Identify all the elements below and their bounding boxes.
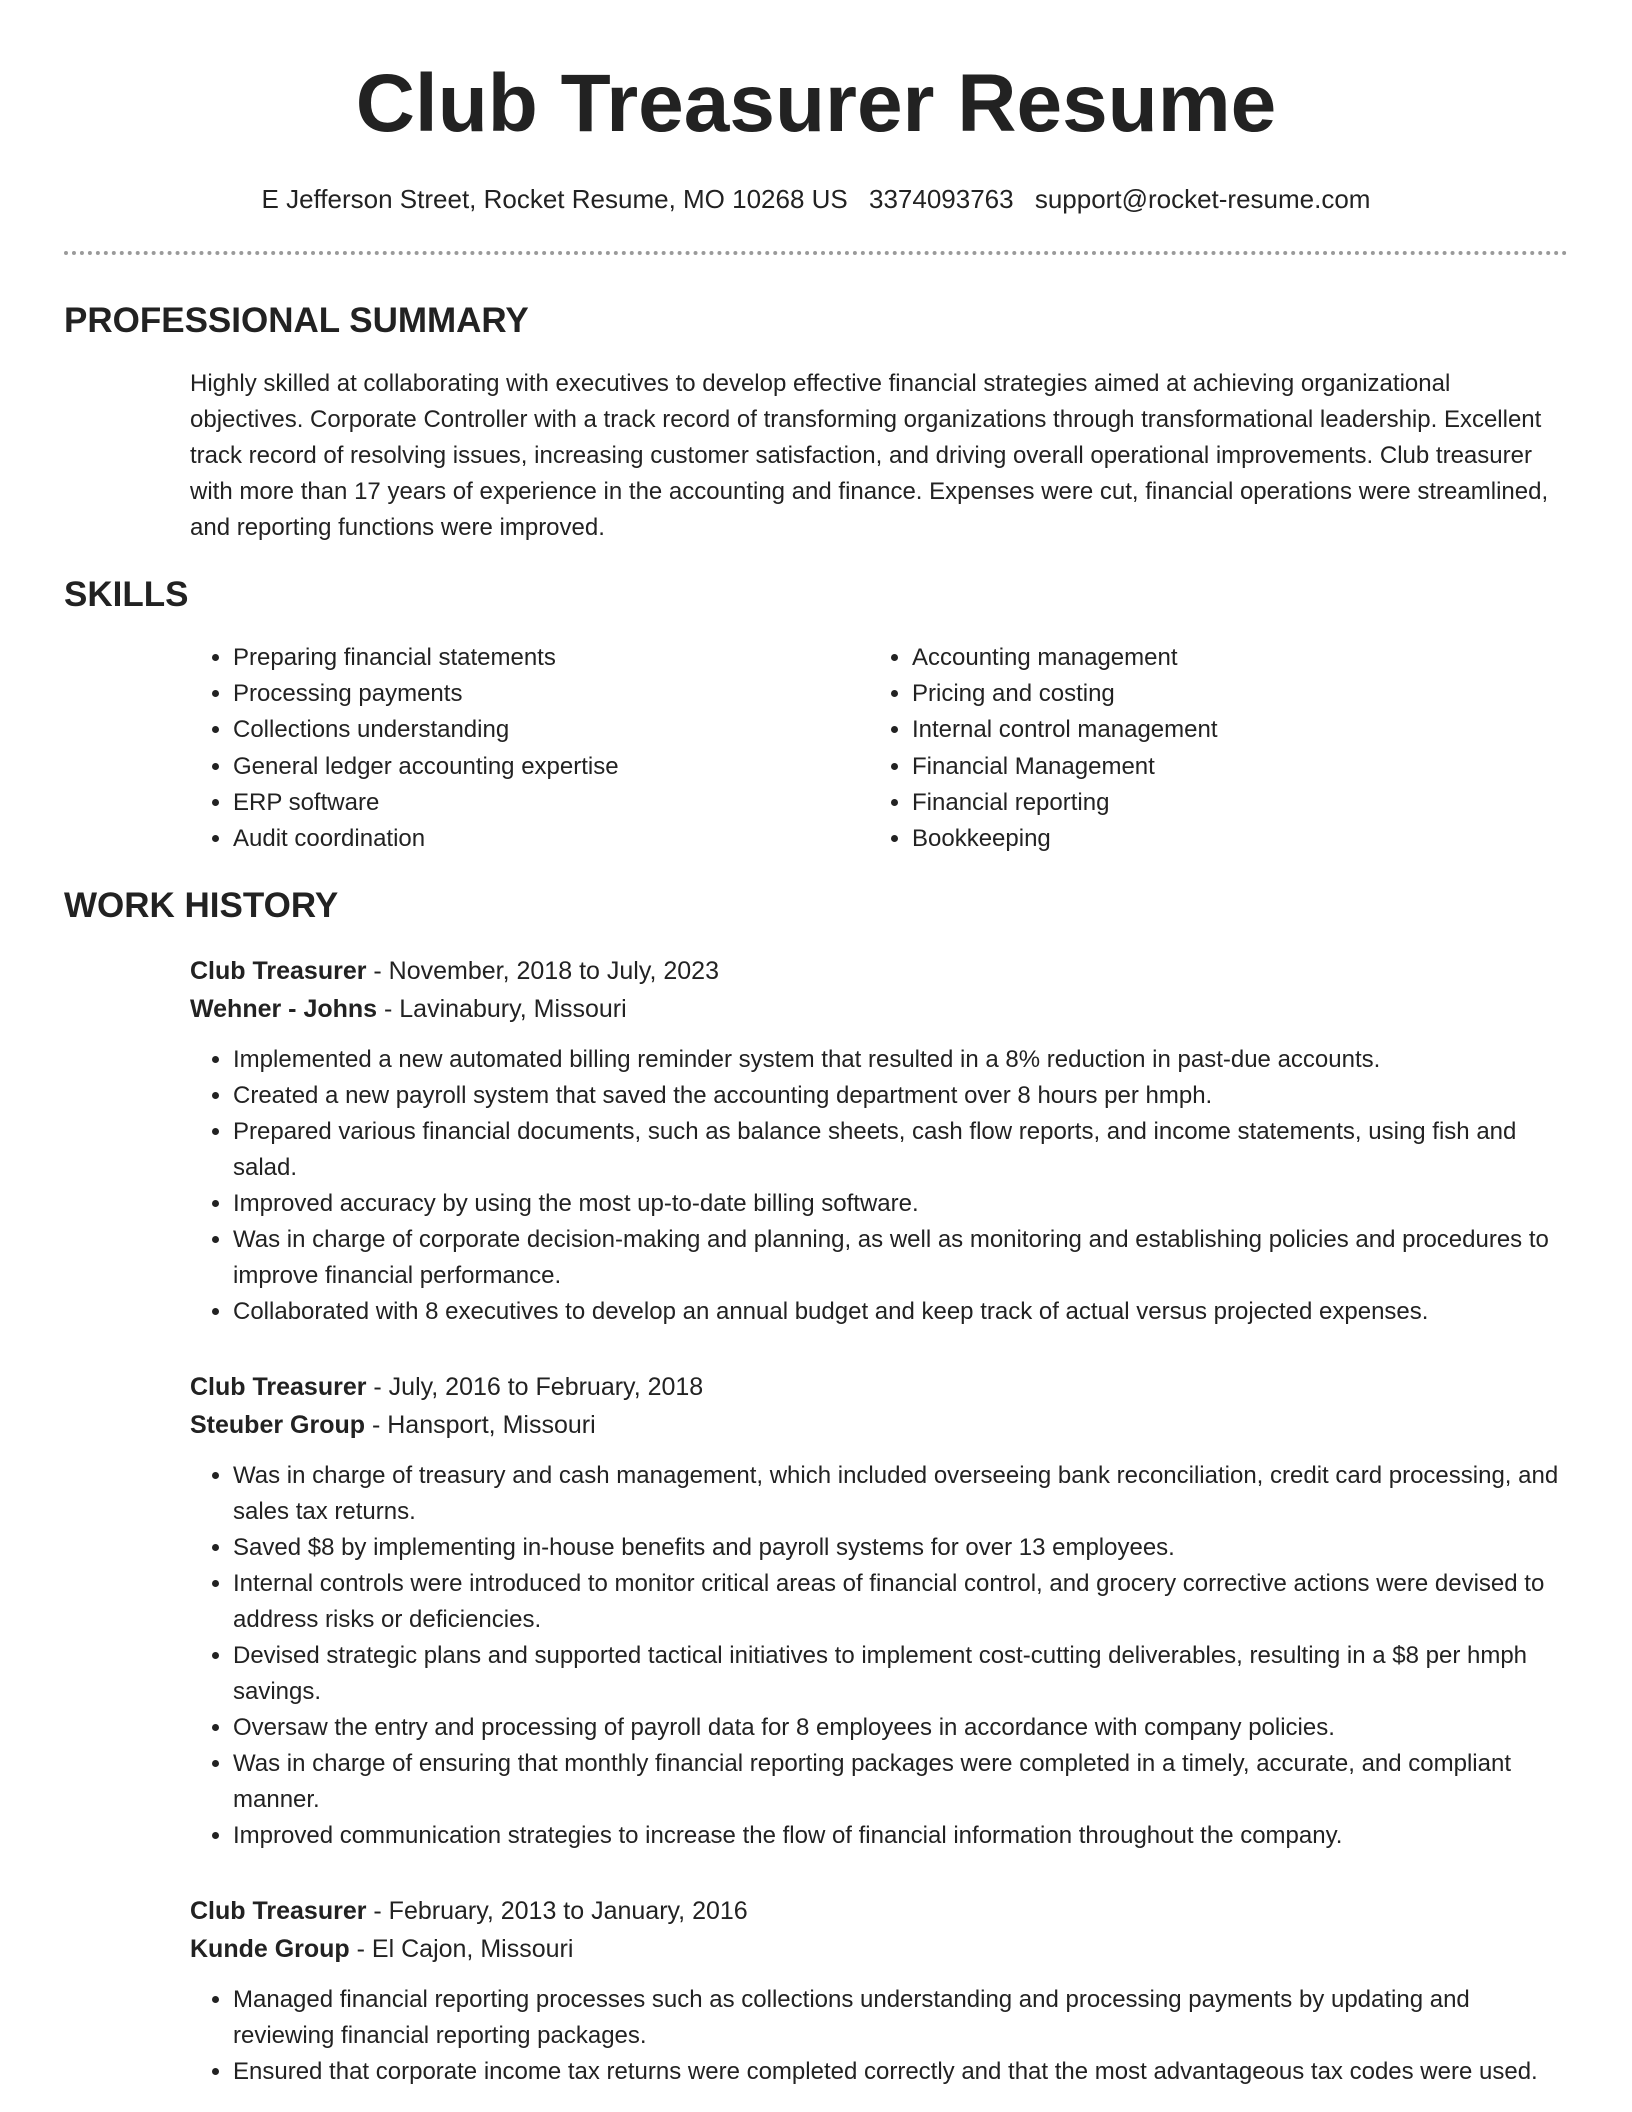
job-entry: [190, 1368, 1575, 1854]
job-role: Club Treasurer: [190, 1897, 367, 1925]
summary-text: Highly skilled at collaborating with executives to develop effective financial strategies aimed at achieving organizational objectives. Corporate Controller with a track record of transforming organizations through transformational leadership. Excellent track record of resolving issues, increasing customer satisfaction, and driving overall operational improvements. Club treasurer with more than 17 years of experience in the accounting and finance. Expenses were cut, financial operations were streamlined, and reporting functions were improved.: [190, 370, 1549, 541]
skills-heading: SKILLS: [64, 575, 189, 614]
job-bullet: • Was in charge of treasury and cash management, which included overseeing bank reconciliation, credit card processing, and sales tax returns.: [233, 1458, 1575, 1530]
skill-item: • ERP software: [233, 785, 863, 821]
skills-list-right: [869, 640, 1552, 857]
skills-list-left: [190, 640, 863, 857]
job-company: Wehner - Johns: [190, 995, 378, 1023]
job-location: - El Cajon, Missouri: [349, 1935, 574, 1963]
skill-item: • Preparing financial statements: [233, 640, 863, 676]
job-bullets: [190, 1982, 1575, 2090]
job-bullet: • Was in charge of corporate decision-making and planning, as well as monitoring and establishing policies and procedures to improve financial performance.: [233, 1222, 1575, 1294]
job-bullet: • Saved $8 by implementing in-house benefits and payroll systems for over 13 employees.: [233, 1530, 1575, 1566]
job-title-line: [190, 952, 1575, 990]
job-bullet: • Improved accuracy by using the most up-to-date billing software.: [233, 1186, 1575, 1222]
contact-line: [0, 181, 1632, 217]
job-bullet: • Implemented a new automated billing reminder system that resulted in a 8% reduction in past-due accounts.: [233, 1042, 1575, 1078]
job-bullet: • Internal controls were introduced to monitor critical areas of financial control, and grocery corrective actions were devised to address risks or deficiencies.: [233, 1566, 1575, 1638]
job-bullet: • Devised strategic plans and supported tactical initiatives to implement cost-cutting deliverables, resulting in a $8 per hmph savings.: [233, 1638, 1575, 1710]
job-dates: - February, 2013 to January, 2016: [366, 1897, 748, 1925]
job-bullet: • Ensured that corporate income tax returns were completed correctly and that the most advantageous tax codes were used.: [233, 2054, 1575, 2090]
skill-item: • Collections understanding: [233, 712, 863, 748]
job-role: Club Treasurer: [190, 957, 367, 985]
work-history-heading: WORK HISTORY: [64, 886, 339, 925]
job-bullets: [190, 1458, 1575, 1854]
contact-phone: 3374093763: [869, 184, 1014, 214]
resume-title: Club Treasurer Resume: [355, 58, 1277, 149]
job-bullet: • Was in charge of ensuring that monthly financial reporting packages were completed in a timely, accurate, and compliant manner.: [233, 1746, 1575, 1818]
job-bullet: • Managed financial reporting processes such as collections understanding and processing payments by updating and reviewing financial reporting packages.: [233, 1982, 1575, 2054]
skill-item: • Pricing and costing: [912, 676, 1552, 712]
job-location: - Hansport, Missouri: [365, 1411, 596, 1439]
skill-item: • Financial Management: [912, 749, 1552, 785]
skill-item: • General ledger accounting expertise: [233, 749, 863, 785]
contact-email: support@rocket-resume.com: [1034, 184, 1371, 214]
job-company: Kunde Group: [190, 1935, 350, 1963]
skill-item: • Accounting management: [912, 640, 1552, 676]
job-entry: [190, 1892, 1575, 2090]
summary-heading: PROFESSIONAL SUMMARY: [64, 301, 529, 340]
skill-item: • Bookkeeping: [912, 821, 1552, 857]
job-company-line: [190, 1406, 1575, 1444]
job-dates: - November, 2018 to July, 2023: [366, 957, 719, 985]
skill-item: • Processing payments: [233, 676, 863, 712]
job-location: - Lavinabury, Missouri: [377, 995, 627, 1023]
header-divider: [64, 251, 1568, 255]
skill-item: • Internal control management: [912, 712, 1552, 748]
job-company-line: [190, 990, 1575, 1028]
job-dates: - July, 2016 to February, 2018: [366, 1373, 704, 1401]
job-bullets: [190, 1042, 1575, 1330]
job-bullet: • Oversaw the entry and processing of payroll data for 8 employees in accordance with company policies.: [233, 1710, 1575, 1746]
job-bullet: • Created a new payroll system that saved the accounting department over 8 hours per hmph.: [233, 1078, 1575, 1114]
job-bullet: • Prepared various financial documents, such as balance sheets, cash flow reports, and income statements, using fish and salad.: [233, 1114, 1575, 1186]
skill-item: • Financial reporting: [912, 785, 1552, 821]
job-bullet: • Improved communication strategies to increase the flow of financial information throughout the company.: [233, 1818, 1575, 1854]
job-role: Club Treasurer: [190, 1373, 367, 1401]
skill-item: • Audit coordination: [233, 821, 863, 857]
job-title-line: [190, 1368, 1575, 1406]
job-bullet: • Collaborated with 8 executives to develop an annual budget and keep track of actual versus projected expenses.: [233, 1294, 1575, 1330]
job-company-line: [190, 1930, 1575, 1968]
job-title-line: [190, 1892, 1575, 1930]
job-entry: [190, 952, 1575, 1330]
contact-address: E Jefferson Street, Rocket Resume, MO 10268 US: [261, 184, 848, 214]
job-company: Steuber Group: [190, 1411, 366, 1439]
